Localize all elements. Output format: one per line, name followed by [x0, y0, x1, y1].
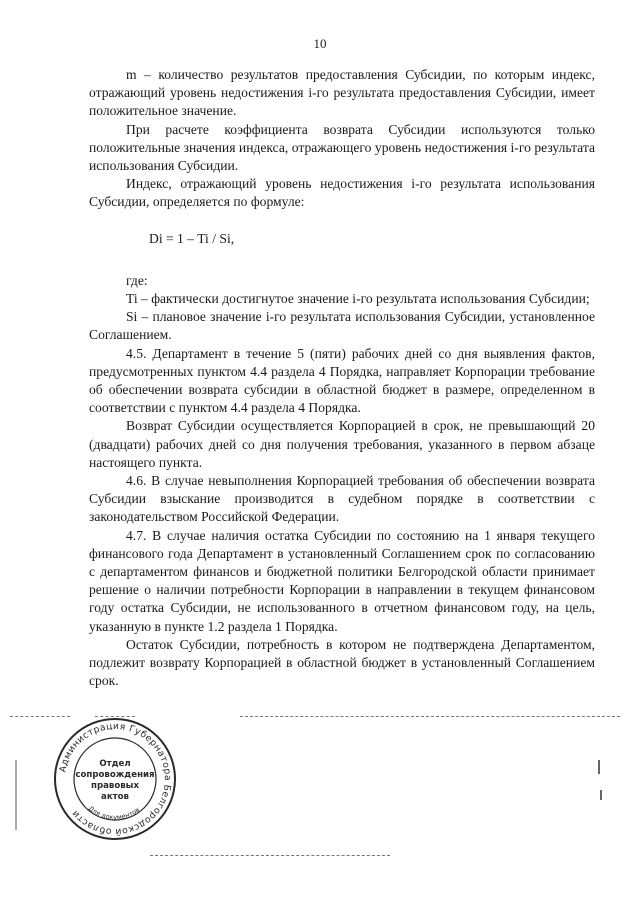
paragraph-coefficient: При расчете коэффициента возврата Субсидии используются только положительные значения индекса, отражающего уровень недостижения i-го результата использования Субсидии. — [89, 121, 595, 174]
svg-text:Для документов — [87, 804, 142, 821]
formula: Di = 1 – Ti / Si, — [149, 230, 235, 246]
scan-fold-line — [240, 716, 620, 717]
clause-4-5: 4.5. Департамент в течение 5 (пяти) рабочих дней со дня выявления фактов, предусмотренных пунктом 4.4 раздела 4 Порядка, направляет Корпорации требование об обеспечении возврата субсидии в областной бюджет в размере, определенном в соответствии с пунктом 4.4 раздела 4 Порядка. — [89, 345, 595, 416]
where-label: где: — [126, 272, 148, 288]
definition-ti: Ti – фактически достигнутое значение i-го результата использования Субсидии; — [126, 291, 590, 307]
paragraph-m-definition: m – количество результатов предоставления Субсидии, по которым индекс, отражающий уровень недостижения i-го результата предоставления Субсидии, имеет положительное значение. — [89, 67, 595, 119]
paragraph-index: Индекс, отражающий уровень недостижения i-го результата использования Субсидии, определяется по формуле: — [89, 176, 595, 210]
official-stamp — [52, 716, 178, 842]
document-body — [89, 66, 595, 691]
clause-4-5-return: Возврат Субсидии осуществляется Корпорацией в срок, не превышающий 20 (двадцати) рабочих дней со дня получения требования, указанного в первом абзаце настоящего пункта. — [89, 418, 595, 470]
clause-4-6: 4.6. В случае невыполнения Корпорацией требования об обеспечении возврата Субсидии взыскание производится в судебном порядке в соответствии с законодательством Российской Федерации. — [89, 473, 595, 525]
stamp-center-line: правовых — [91, 781, 139, 791]
stamp-bottom-text: Для документов — [86, 804, 142, 822]
scan-speck — [598, 760, 600, 774]
clause-4-7: 4.7. В случае наличия остатка Субсидии по состоянию на 1 января текущего финансового года Департамент в установленный Соглашением срок по согласованию с департаментом финансов и бюджетной политики Белгородской области принимает решение о наличии потребности Корпорации в направлении в текущем финансовом году остатка Субсидии, не использованного в отчетном финансовом году, на цель, указанную в пункте 1.2 раздела 1 Порядка. — [89, 527, 595, 634]
clause-4-7-remainder: Остаток Субсидии, потребность в котором не подтверждена Департаментом, подлежит возврату Корпорацией в областной бюджет в установленный Соглашением срок. — [89, 636, 595, 689]
stamp-center-line: сопровождения — [75, 770, 155, 780]
scan-fold-line — [150, 855, 390, 856]
page-number: 10 — [313, 36, 327, 51]
scan-speck — [600, 790, 602, 800]
scan-speck — [15, 760, 17, 830]
stamp-center-line: Отдел — [99, 759, 131, 769]
stamp-center-line: актов — [101, 792, 129, 802]
definition-si: Si – плановое значение i-го результата использования Субсидии, установленное Соглашением. — [89, 309, 595, 343]
stamp-ring-text: Администрация Губернатора Белгородской области — [57, 720, 174, 838]
